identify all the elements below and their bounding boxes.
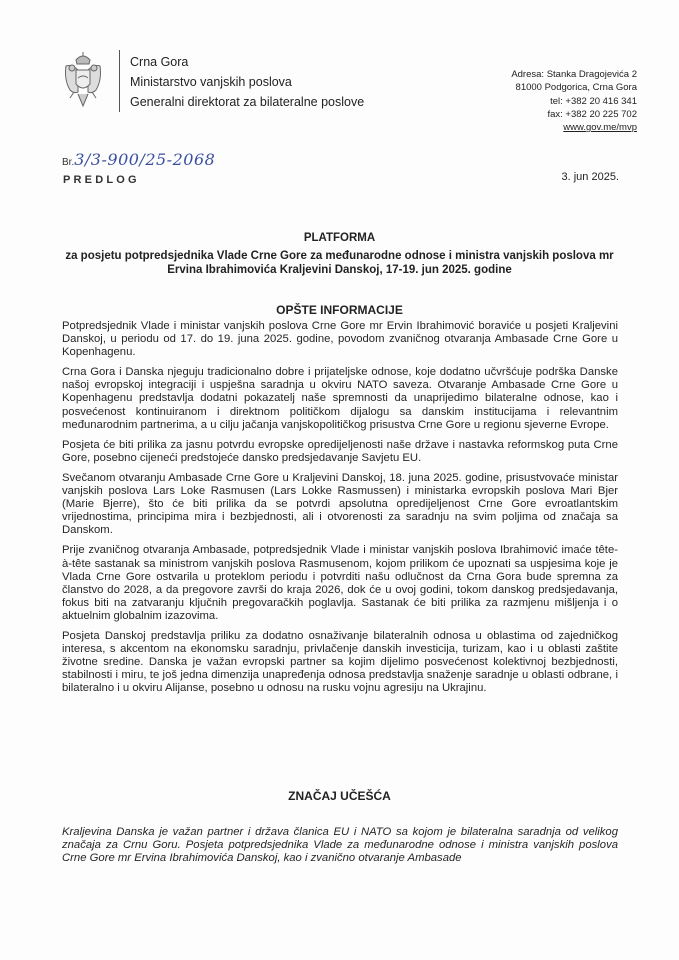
paragraph: Posjeta će biti prilika za jasnu potvrdu evropske opredijeljenosti naše države i nastavka reformskog puta Crne Gore, posebno cijeneći predstojeće dansko predsjedavanje Savjetu EU. — [62, 438, 618, 464]
organization-block — [130, 52, 364, 112]
address-fax: fax: +382 20 225 702 — [547, 108, 637, 120]
document-subtitle: za posjetu potpredsjednika Vlade Crne Gore za međunarodne odnose i ministra vanjskih poslova mr Ervina Ibrahimovića Kraljevini Danskoj, 17-19. jun 2025. godine — [65, 250, 614, 276]
org-directorate: Generalni direktorat za bilateralne poslove — [130, 95, 365, 109]
montenegro-coat-of-arms-icon — [62, 50, 104, 112]
reference-number — [62, 150, 215, 169]
document-label: PREDLOG — [63, 174, 140, 186]
address-block — [511, 68, 637, 134]
address-street: Adresa: Stanka Dragojevića 2 — [511, 69, 637, 80]
document-title: PLATFORMA — [303, 232, 376, 244]
document-date: 3. jun 2025. — [561, 171, 619, 183]
org-country: Crna Gora — [130, 55, 189, 69]
address-city: 81000 Podgorica, Crna Gora — [515, 82, 637, 94]
address-tel: tel: +382 20 416 341 — [550, 95, 637, 107]
section-heading-significance: ZNAČAJ UČEŠĆA — [288, 789, 391, 803]
paragraph: Svečanom otvaranju Ambasade Crne Gore u Kraljevini Danskoj, 18. juna 2025. godine, prisustvovaće ministar vanjskih poslova Lars Loke Rasmusen (Lars Lokke Rasmussen) i ministarka evropskih poslova Mari Bjer (Marie Bjerre), što će biti prilika da se potvrdi apsolutna opredijeljenost Crne Gore evroatlantskim vrijednostima, principima mira i bezbjednosti, ali i otvorenosti za saradnju na svim poljima od značaja sa Danskom. — [62, 471, 618, 537]
header-divider — [119, 50, 120, 112]
section-heading-general-info: OPŠTE INFORMACIJE — [276, 303, 403, 317]
paragraph: Potpredsjednik Vlade i ministar vanjskih poslova Crne Gore mr Ervin Ibrahimović boraviće u posjeti Kraljevini Danskoj, u periodu od 17. do 19. juna 2025. godine, povodom zvaničnog otvaranja Ambasade Crne Gore u Kopenhagenu. — [62, 320, 618, 359]
paragraph: Kraljevina Danska je važan partner i država članica EU i NATO sa kojom je bilateralna saradnja od velikog značaja za Crnu Goru. Posjeta potpredsjednika Vlade za međunarodne odnose i ministra vanjskih poslova Crne Gore mr Ervina Ibrahimovića Danskoj, kao i zvanično otvaranje Ambasade — [62, 826, 618, 865]
paragraph: Prije zvaničnog otvaranja Ambasade, potpredsjednik Vlade i ministar vanjskih poslova Ibrahimović imaće tête-à-tête sastanak sa ministrom vanjskih poslova Rasmusenom, kojom prilikom će upoznati sa uspjesima koje je Vlada Crne Gore ostvarila u proteklom periodu i potvrditi našu odlučnost da Crna Gora bude spremna za članstvo do 2028, a da pregovore završi do kraja 2026, dok će u ovoj godini, tokom danskog predsjedavanja, fokus biti na zatvaranju ključnih pregovaračkih poglavlja. Sastanak će biti prilika za razmjenu mišljenja i o aktuelnim globalnim izazovima. — [62, 544, 618, 622]
paragraph: Posjeta Danskoj predstavlja priliku za dodatno osnaživanje bilateralnih odnosa u oblastima od zajedničkog interesa, s akcentom na ekonomsku saradnju, privlačenje danskih investicija, turizam, kao i u oblasti zaštite životne sredine. Danska je važan evropski partner sa kojim dijelimo posvećenost kolektivnoj bezbjednosti, stabilnosti i miru, te još jedna dimenzija unapređenja odnosa predstavlja snaženje saradnje u oblasti odbrane, i bilateralno i u okviru Alijanse, posebno u odnosu na rusku vojnu agresiju na Ukrajinu. — [62, 629, 618, 695]
reference-prefix: Br. — [62, 157, 75, 168]
reference-handwritten: 3/3-900/25-2068 — [74, 150, 216, 169]
org-ministry: Ministarstvo vanjskih poslova — [130, 75, 292, 89]
website-link[interactable]: www.gov.me/mvp — [563, 122, 637, 134]
section-body-significance — [62, 826, 618, 872]
section-body-general-info — [62, 320, 618, 702]
paragraph: Crna Gora i Danska njeguju tradicionalno dobre i prijateljske odnose, koje dodatno učvršćuje podrška Danske našoj evropskoj integraciji i uspješna saradnja u okviru NATO saveza. Otvaranje Ambasade Crne Gore u Kopenhagenu predstavlja dodatni pokazatelj naše spremnosti da unaprijedimo bilateralne odnose, kao i posvećenost kontinuiranom i direktnom političkom dijalogu sa danskim institucijama i relevantnim međunarodnim partnerima, a u cilju jačanja vanjskopolitičkog prisustva Crne Gore u regionu sjeverne Evrope. — [62, 366, 618, 431]
